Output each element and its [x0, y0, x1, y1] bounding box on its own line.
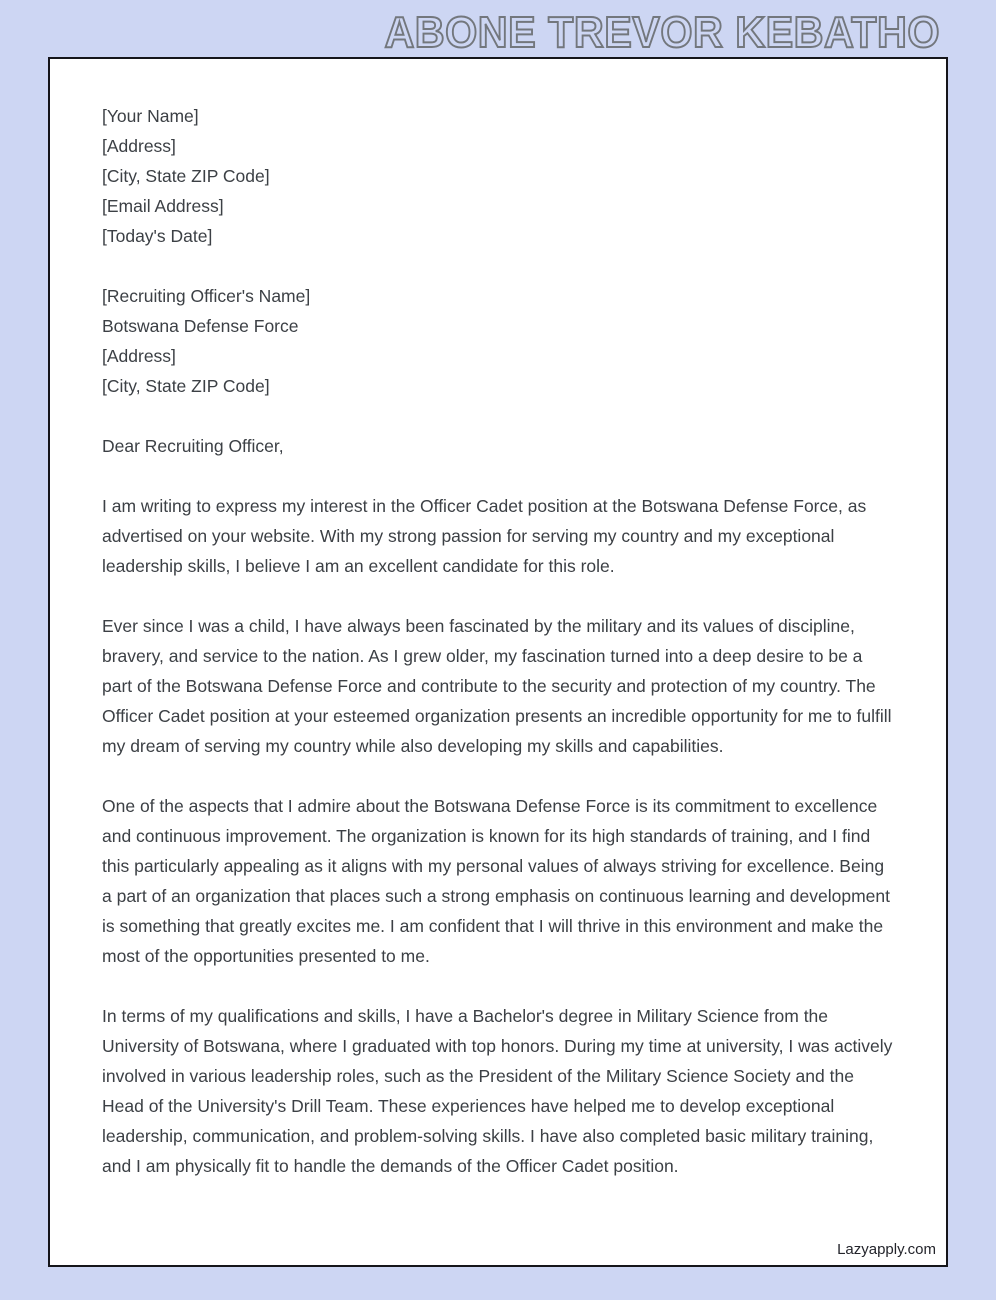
letter-paragraph: Ever since I was a child, I have always been fascinated by the military and its values of discipline, bravery, and service to the nation. As I grew older, my fascination turned into a deep desire to be a part of the Botswana Defense Force and contribute to the security and protection of my country. The Officer Cadet position at your esteemed organization presents an incredible opportunity for me to fulfill my dream of serving my country while also developing my skills and capabilities. — [102, 616, 892, 756]
sender-city-line: [City, State ZIP Code] — [102, 166, 270, 186]
sender-name-line: [Your Name] — [102, 106, 199, 126]
page-title: ABONE TREVOR KEBATHO — [384, 8, 940, 57]
lazyapply-watermark: Lazyapply.com — [831, 1241, 936, 1259]
sender-address-block — [102, 101, 896, 251]
sender-address-line: [Address] — [102, 136, 176, 156]
recipient-city-line: [City, State ZIP Code] — [102, 376, 270, 396]
letter-page — [48, 57, 948, 1267]
letter-paragraph: I am writing to express my interest in the Officer Cadet position at the Botswana Defense Force, as advertised on your website. With my strong passion for serving my country and my exceptional leadership skills, I believe I am an excellent candidate for this role. — [102, 496, 867, 576]
letter-paragraph: One of the aspects that I admire about the Botswana Defense Force is its commitment to excellence and continuous improvement. The organization is known for its high standards of training, and I find this particularly appealing as it aligns with my personal values of always striving for excellence. Being a part of an organization that places such a strong emphasis on continuous learning and development is something that greatly excites me. I am confident that I will thrive in this environment and make the most of the opportunities presented to me. — [102, 796, 891, 966]
letter-paragraph: In terms of my qualifications and skills, I have a Bachelor's degree in Military Science from the University of Botswana, where I graduated with top honors. During my time at university, I was actively involved in various leadership roles, such as the President of the Military Science Society and the Head of the University's Drill Team. These experiences have helped me to develop exceptional leadership, communication, and problem-solving skills. I have also completed basic military training, and I am physically fit to handle the demands of the Officer Cadet position. — [102, 1006, 893, 1176]
salutation-line: Dear Recruiting Officer, — [102, 436, 284, 456]
sender-email-line: [Email Address] — [102, 196, 224, 216]
sender-date-line: [Today's Date] — [102, 226, 213, 246]
recipient-address-line: [Address] — [102, 346, 176, 366]
salutation — [102, 431, 896, 461]
recipient-name-line: [Recruiting Officer's Name] — [102, 286, 311, 306]
recipient-address-block — [102, 281, 896, 401]
recipient-org-line: Botswana Defense Force — [102, 316, 299, 336]
